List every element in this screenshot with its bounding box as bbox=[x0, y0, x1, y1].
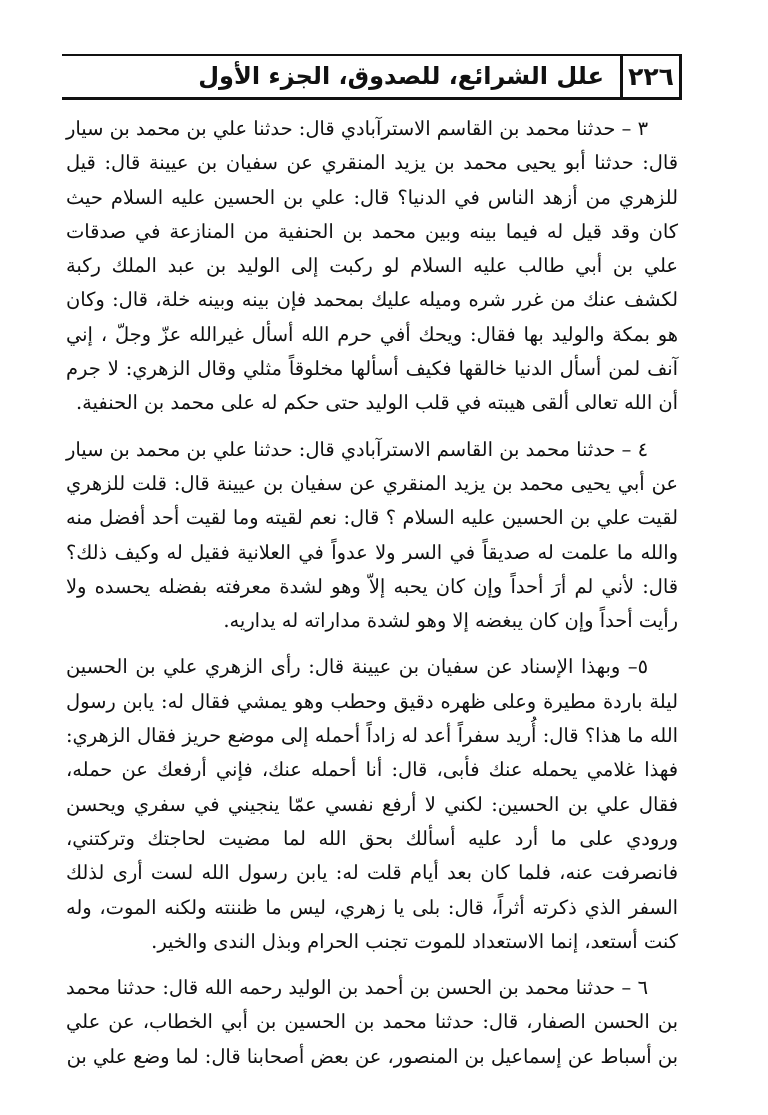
hadith-paragraph-4: ٤ – حدثنا محمد بن القاسم الاسترآبادي قال: حدثنا علي بن محمد بن سيار عن أبي يحيى محمد بن يزيد المنقري عن سفيان بن عيينة قال: قلت للزهري لقيت علي بن الحسين عليه السلام ؟ قال: نعم لقيته وما لقيت أحد أفضل منه والله ما علمت له صديقاً في السر ولا عدواً في العلانية فقيل له وكيف ذلك؟ قال: لأني لم أرَ أحداً وإن كان يحبه إلاّ وهو لشدة معرفته بفضله يحسده ولا رأيت أحداً وإن كان يبغضه إلا وهو لشدة مداراته له يداريه. bbox=[66, 437, 678, 633]
body-text bbox=[66, 112, 678, 1086]
page-number: ٢٢٦ bbox=[620, 56, 682, 97]
hadith-paragraph-5: ٥– وبهذا الإسناد عن سفيان بن عيينة قال: رأى الزهري علي بن الحسين ليلة باردة مطيرة وعلى ظهره دقيق وحطب وهو يمشي فقال له: يابن رسول الله ما هذا؟ قال: أُريد سفراً أعد له زاداً أحمله إلى موضع حريز فقال الزهري: فهذا غلامي يحمله عنك فأبى، قال: أنا أحمله عنك، فإني أرفعك عن حمله، فقال علي بن الحسين: لكني لا أرفع نفسي عمّا ينجيني في سفري ويحسن ورودي على ما أرد عليه أسألك بحق الله لما مضيت لحاجتك وتركتني، فانصرفت عنه، فلما كان بعد أيام قلت له: يابن رسول الله لست أرى لذلك السفر الذي ذكرته أثراً، قال: بلى يا زهري، ليس ما ظننته ولكنه الموت، وله كنت أستعد، إنما الاستعداد للموت تجنب الحرام وبذل الندى والخير. bbox=[66, 655, 678, 953]
page-header bbox=[62, 54, 682, 100]
hadith-paragraph-3: ٣ – حدثنا محمد بن القاسم الاسترآبادي قال: حدثنا علي بن محمد بن سيار قال: حدثنا أبو يحيى محمد بن يزيد المنقري عن سفيان بن عيينة قال: قيل للزهري من أزهد الناس في الدنيا؟ قال: علي بن الحسين عليه السلام حيث كان وقد قيل له فيما بينه وبين محمد بن الحنفية من المنازعة في صدقات علي بن أبي طالب عليه السلام لو ركبت إلى الوليد بن عبد الملك ركبة لكشف عنك من غرر شره وميله عليك بمحمد فإن بينه وبينه خلة، قال: وكان هو بمكة والوليد بها فقال: ويحك أفي حرم الله أسأل غيرالله عزّ وجلّ ، إني آنف لمن أسأل الدنيا خالقها فكيف أسألها مخلوقاً مثلي وقال الزهري: لا جرم أن الله تعالى ألقى هيبته في قلب الوليد حتى حكم له على محمد بن الحنفية. bbox=[66, 117, 678, 415]
running-title: علل الشرائع، للصدوق، الجزء الأول bbox=[198, 62, 604, 90]
hadith-paragraph-6: ٦ – حدثنا محمد بن الحسن بن أحمد بن الوليد رحمه الله قال: حدثنا محمد بن الحسن الصفار، قال: حدثنا محمد بن الحسين بن أبي الخطاب، عن علي بن أسباط عن إسماعيل بن المنصور، عن بعض أصحابنا قال: لما وضع علي بن bbox=[66, 976, 678, 1068]
